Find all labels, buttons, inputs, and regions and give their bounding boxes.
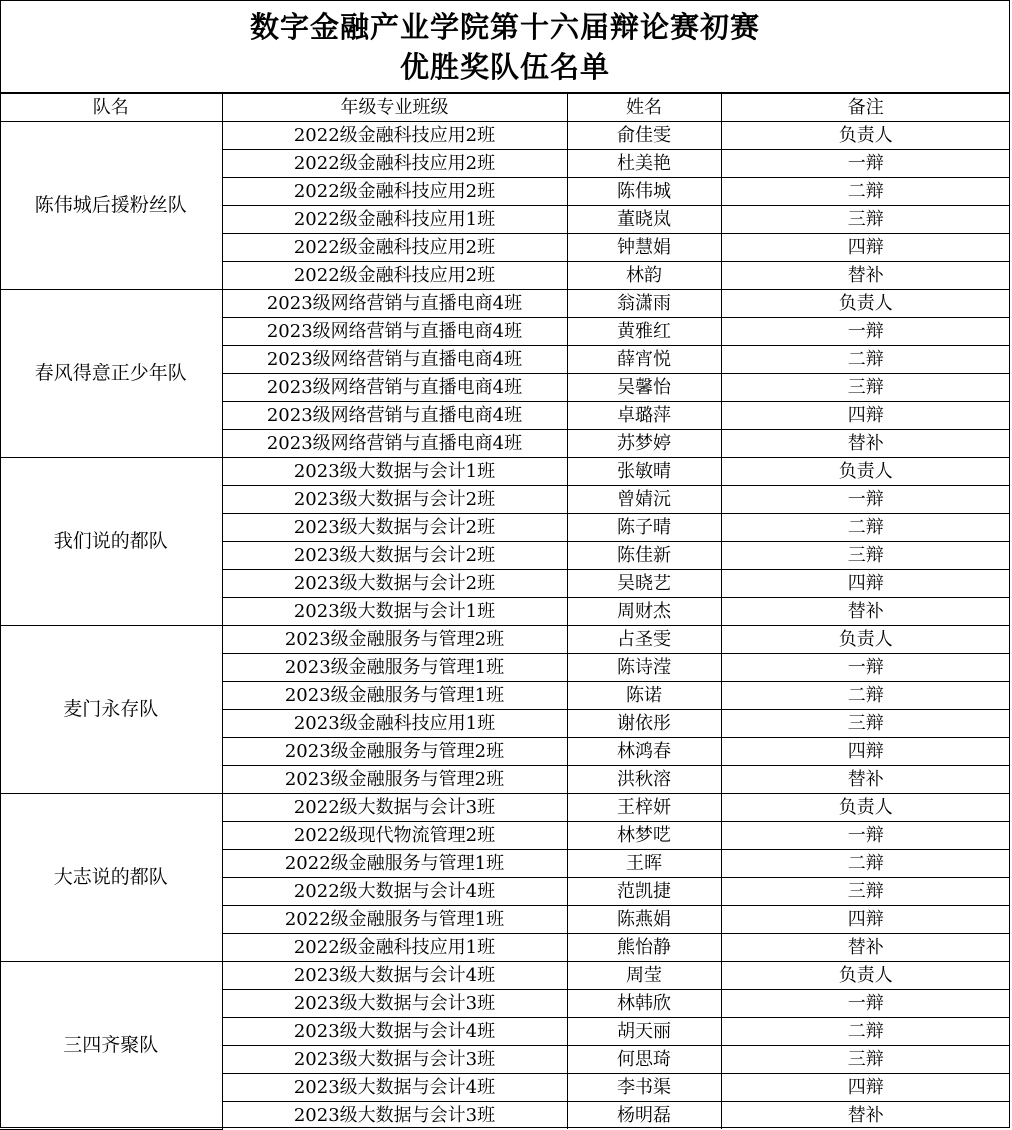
member-class-cell: 2023级大数据与会计1班 <box>222 598 567 626</box>
member-name-cell: 卓璐萍 <box>567 402 721 430</box>
table-row <box>0 626 1010 654</box>
member-name-cell: 范凯捷 <box>567 878 721 906</box>
member-name-cell: 林韩欣 <box>567 990 721 1018</box>
member-class-cell: 2023级金融服务与管理2班 <box>222 766 567 794</box>
member-class-cell: 2022级大数据与会计4班 <box>222 878 567 906</box>
member-class-cell: 2023级大数据与会计1班 <box>222 458 567 486</box>
document-title: 数字金融产业学院第十六届辩论赛初赛 <box>249 9 760 44</box>
member-role-cell: 负责人 <box>721 962 1010 990</box>
member-class-cell: 2022级金融科技应用2班 <box>222 178 567 206</box>
member-role-cell: 负责人 <box>721 290 1010 318</box>
member-name-cell: 林梦呓 <box>567 822 721 850</box>
member-role-cell: 替补 <box>721 430 1010 458</box>
table-row <box>0 962 1010 990</box>
team-name-cell: 麦门永存队 <box>0 626 222 794</box>
member-class-cell: 2022级大数据与会计3班 <box>222 794 567 822</box>
member-name-cell: 吴晓艺 <box>567 570 721 598</box>
member-class-cell: 2023级大数据与会计2班 <box>222 514 567 542</box>
member-role-cell: 负责人 <box>721 794 1010 822</box>
member-class-cell: 2023级大数据与会计3班 <box>222 990 567 1018</box>
member-name-cell: 林鸿春 <box>567 738 721 766</box>
member-name-cell: 林韵 <box>567 262 721 290</box>
member-class-cell: 2023级大数据与会计4班 <box>222 1018 567 1046</box>
member-name-cell: 陈诗滢 <box>567 654 721 682</box>
roster-body <box>0 122 1010 1130</box>
member-role-cell: 四辩 <box>721 1074 1010 1102</box>
member-name-cell: 杜美艳 <box>567 150 721 178</box>
member-class-cell: 2022级现代物流管理2班 <box>222 822 567 850</box>
member-name-cell: 王晖 <box>567 850 721 878</box>
header-name: 姓名 <box>567 94 721 122</box>
member-name-cell: 熊怡静 <box>567 934 721 962</box>
member-class-cell: 2022级金融科技应用1班 <box>222 206 567 234</box>
member-role-cell: 二辩 <box>721 178 1010 206</box>
member-name-cell: 谢依彤 <box>567 710 721 738</box>
member-class-cell: 2023级大数据与会计4班 <box>222 962 567 990</box>
member-name-cell: 陈诺 <box>567 682 721 710</box>
table-row <box>0 290 1010 318</box>
header-team: 队名 <box>0 94 222 122</box>
member-role-cell: 二辩 <box>721 346 1010 374</box>
table-row <box>0 458 1010 486</box>
member-name-cell: 李书渠 <box>567 1074 721 1102</box>
member-role-cell: 三辩 <box>721 374 1010 402</box>
member-class-cell: 2023级网络营销与直播电商4班 <box>222 402 567 430</box>
member-role-cell: 替补 <box>721 1102 1010 1130</box>
member-role-cell: 一辩 <box>721 822 1010 850</box>
member-role-cell: 三辩 <box>721 1046 1010 1074</box>
member-role-cell: 二辩 <box>721 1018 1010 1046</box>
member-name-cell: 何思琦 <box>567 1046 721 1074</box>
member-role-cell: 一辩 <box>721 990 1010 1018</box>
title-block <box>1 1 1009 93</box>
roster-table <box>0 93 1010 1130</box>
member-name-cell: 薛宵悦 <box>567 346 721 374</box>
member-class-cell: 2023级金融服务与管理2班 <box>222 626 567 654</box>
member-role-cell: 二辩 <box>721 850 1010 878</box>
member-name-cell: 陈伟城 <box>567 178 721 206</box>
member-class-cell: 2023级大数据与会计2班 <box>222 486 567 514</box>
member-class-cell: 2022级金融科技应用2班 <box>222 122 567 150</box>
member-name-cell: 杨明磊 <box>567 1102 721 1130</box>
member-class-cell: 2022级金融服务与管理1班 <box>222 850 567 878</box>
member-class-cell: 2023级网络营销与直播电商4班 <box>222 374 567 402</box>
member-class-cell: 2023级网络营销与直播电商4班 <box>222 430 567 458</box>
member-class-cell: 2023级网络营销与直播电商4班 <box>222 290 567 318</box>
member-name-cell: 周财杰 <box>567 598 721 626</box>
member-name-cell: 钟慧娟 <box>567 234 721 262</box>
member-name-cell: 胡天丽 <box>567 1018 721 1046</box>
header-class: 年级专业班级 <box>222 94 567 122</box>
member-role-cell: 替补 <box>721 934 1010 962</box>
member-role-cell: 负责人 <box>721 122 1010 150</box>
member-role-cell: 四辩 <box>721 234 1010 262</box>
member-class-cell: 2022级金融科技应用1班 <box>222 934 567 962</box>
member-role-cell: 二辩 <box>721 682 1010 710</box>
member-name-cell: 张敏晴 <box>567 458 721 486</box>
member-name-cell: 曾婧沅 <box>567 486 721 514</box>
member-role-cell: 替补 <box>721 262 1010 290</box>
member-name-cell: 洪秋溶 <box>567 766 721 794</box>
member-class-cell: 2023级金融服务与管理2班 <box>222 738 567 766</box>
member-name-cell: 董晓岚 <box>567 206 721 234</box>
member-role-cell: 四辩 <box>721 402 1010 430</box>
member-class-cell: 2023级大数据与会计2班 <box>222 542 567 570</box>
team-name-cell: 三四齐聚队 <box>0 962 222 1130</box>
member-role-cell: 一辩 <box>721 318 1010 346</box>
member-name-cell: 翁潇雨 <box>567 290 721 318</box>
member-name-cell: 苏梦婷 <box>567 430 721 458</box>
member-class-cell: 2023级大数据与会计4班 <box>222 1074 567 1102</box>
member-name-cell: 王梓妍 <box>567 794 721 822</box>
member-role-cell: 四辩 <box>721 738 1010 766</box>
member-class-cell: 2023级金融服务与管理1班 <box>222 682 567 710</box>
table-row <box>0 794 1010 822</box>
member-class-cell: 2023级金融服务与管理1班 <box>222 654 567 682</box>
member-class-cell: 2023级大数据与会计3班 <box>222 1102 567 1130</box>
member-name-cell: 俞佳雯 <box>567 122 721 150</box>
team-name-cell: 我们说的都队 <box>0 458 222 626</box>
header-role: 备注 <box>721 94 1010 122</box>
document-subtitle: 优胜奖队伍名单 <box>399 49 610 84</box>
team-name-cell: 陈伟城后援粉丝队 <box>0 122 222 290</box>
member-role-cell: 一辩 <box>721 150 1010 178</box>
member-name-cell: 周莹 <box>567 962 721 990</box>
member-role-cell: 负责人 <box>721 626 1010 654</box>
member-class-cell: 2022级金融科技应用2班 <box>222 262 567 290</box>
member-class-cell: 2023级大数据与会计2班 <box>222 570 567 598</box>
member-class-cell: 2023级大数据与会计3班 <box>222 1046 567 1074</box>
member-role-cell: 负责人 <box>721 458 1010 486</box>
member-role-cell: 替补 <box>721 598 1010 626</box>
member-class-cell: 2022级金融服务与管理1班 <box>222 906 567 934</box>
header-row <box>0 94 1010 122</box>
member-name-cell: 陈燕娟 <box>567 906 721 934</box>
member-class-cell: 2023级金融科技应用1班 <box>222 710 567 738</box>
team-name-cell: 大志说的都队 <box>0 794 222 962</box>
member-name-cell: 黄雅红 <box>567 318 721 346</box>
member-name-cell: 陈佳新 <box>567 542 721 570</box>
member-role-cell: 二辩 <box>721 514 1010 542</box>
member-role-cell: 替补 <box>721 766 1010 794</box>
member-role-cell: 四辩 <box>721 570 1010 598</box>
member-name-cell: 陈子晴 <box>567 514 721 542</box>
member-class-cell: 2023级网络营销与直播电商4班 <box>222 318 567 346</box>
member-role-cell: 三辩 <box>721 206 1010 234</box>
member-role-cell: 一辩 <box>721 486 1010 514</box>
member-role-cell: 一辩 <box>721 654 1010 682</box>
member-role-cell: 三辩 <box>721 878 1010 906</box>
member-name-cell: 占圣雯 <box>567 626 721 654</box>
member-role-cell: 三辩 <box>721 710 1010 738</box>
member-class-cell: 2022级金融科技应用2班 <box>222 150 567 178</box>
table-row <box>0 122 1010 150</box>
member-class-cell: 2022级金融科技应用2班 <box>222 234 567 262</box>
member-role-cell: 四辩 <box>721 906 1010 934</box>
member-role-cell: 三辩 <box>721 542 1010 570</box>
team-name-cell: 春风得意正少年队 <box>0 290 222 458</box>
member-name-cell: 吴馨怡 <box>567 374 721 402</box>
member-class-cell: 2023级网络营销与直播电商4班 <box>222 346 567 374</box>
